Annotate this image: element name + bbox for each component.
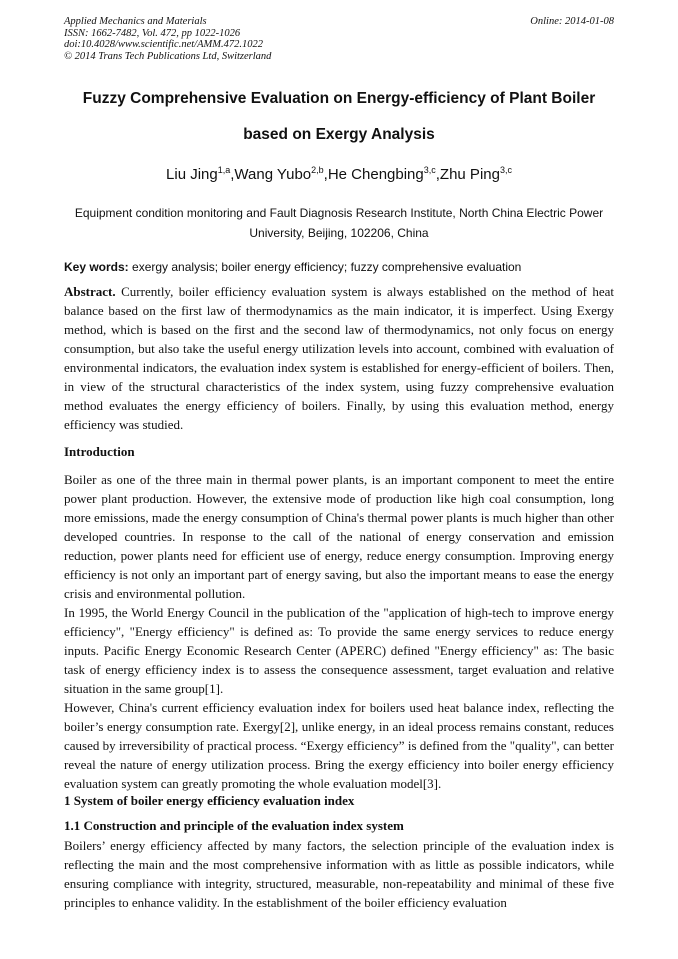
abstract-text: Currently, boiler efficiency evaluation system is always established on the method of heat balance based on the first law of thermodynamics as the main indicator, it is imperfect. Using Exergy method, which is based on the first and the second law of thermodynamics, not only focus on energy consumption, but also take the useful energy utilization levels into account, combined with evaluation of environmental indicators, the evaluation index system is established for energy-efficient of boilers. Then, in view of the structural characteristics of the index system, using fuzzy comprehensive evaluation method evaluates the energy efficiency of boilers. Finally, by using this evaluation method, energy efficiency was studied. — [64, 284, 615, 432]
author-affil-sup: 3,c — [499, 165, 512, 175]
paragraph: In 1995, the World Energy Council in the publication of the "application of high-tech to improve energy efficiency", "Energy efficiency" is defined as: To provide the same energy services to reduce energy inputs. Pacific Energy Economic Research Center (APERC) defined "Energy efficiency" as: The basic task of energy efficiency index is to assess the consequence assessment, target evaluation and relative situation in the same group[1]. — [64, 605, 614, 696]
author-name: Zhu Ping — [439, 166, 500, 183]
paragraph: However, China's current efficiency evaluation index for boilers used heat balance index, reflecting the boiler’s energy consumption rate. Exergy[2], unlike energy, in an ideal process remains constant, reduces caused by irreversibility of practical process. “Exergy efficiency” is defined from the "quality", can better reveal the nature of energy utilization process. Bring the exergy efficiency into boiler energy efficiency evaluation system can greatly promoting the whole evaluation model[3]. — [64, 700, 614, 791]
section-1-1-body — [64, 836, 614, 912]
journal-name: Applied Mechanics and Materials — [64, 16, 207, 27]
author-affil-sup: 3,c — [423, 165, 436, 175]
keywords — [64, 260, 618, 274]
introduction-heading: Introduction — [64, 444, 135, 459]
paragraph: Boiler as one of the three main in thermal power plants, is an important component to meet the entire power plant production. However, the extensive mode of production like high coal consumption, long more emissions, made the energy consumption of China's thermal power plants is much higher than other developed countries. In response to the call of the national of energy conservation and emission reduction, power plants need for efficient use of energy, reduce energy consumption. Improving energy efficiency is not only an important part of energy saving, but also the important means to ease the energy crisis and environmental pollution. — [64, 472, 614, 601]
introduction-body — [64, 470, 614, 793]
running-header — [64, 16, 614, 62]
title-line-2: based on Exergy Analysis — [243, 126, 435, 143]
online-date: Online: 2014-01-08 — [530, 16, 614, 27]
section-1-1-heading: 1.1 Construction and principle of the evaluation index system — [64, 818, 404, 833]
section-1-heading: 1 System of boiler energy efficiency evaluation index — [64, 793, 355, 808]
keywords-text: exergy analysis; boiler energy efficiency; fuzzy comprehensive evaluation — [132, 260, 522, 274]
author-affil-sup: 1,a — [217, 165, 231, 175]
author-name: He Chengbing — [327, 166, 424, 183]
issn-line: ISSN: 1662-7482, Vol. 472, pp 1022-1026 — [64, 27, 241, 39]
abstract — [64, 282, 614, 434]
paragraph: Boilers’ energy efficiency affected by many factors, the selection principle of the evaluation index is reflecting the main and the most comprehensive information with as little as possible indicators, while ensuring compliance with integrity, structured, measurable, non-repeatability and minimal of these five principles to enhance validity. In the establishment of the boiler efficiency evaluation — [64, 838, 614, 910]
author-name: Wang Yubo — [234, 166, 312, 183]
author-list: Liu Jing$^{1,a}$,Wang Yubo$^{2,b}$,He Chengbing$^{3,c}$,Zhu Ping$^{3,c}$ — [166, 165, 512, 183]
abstract-label: Abstract. — [64, 284, 116, 299]
affiliation: Equipment condition monitoring and Fault Diagnosis Research Institute, North China Electric Power University, Beijing, 102206, China — [74, 206, 604, 240]
author-affil-sup: 2,b — [311, 165, 324, 175]
copyright-line: © 2014 Trans Tech Publications Ltd, Switzerland — [64, 50, 272, 62]
doi-line: doi:10.4028/www.scientific.net/AMM.472.1022 — [64, 39, 263, 50]
keywords-label: Key words: — [64, 260, 129, 274]
author-name: Liu Jing — [166, 166, 218, 183]
title-line-1: Fuzzy Comprehensive Evaluation on Energy-efficiency of Plant Boiler — [82, 90, 596, 107]
